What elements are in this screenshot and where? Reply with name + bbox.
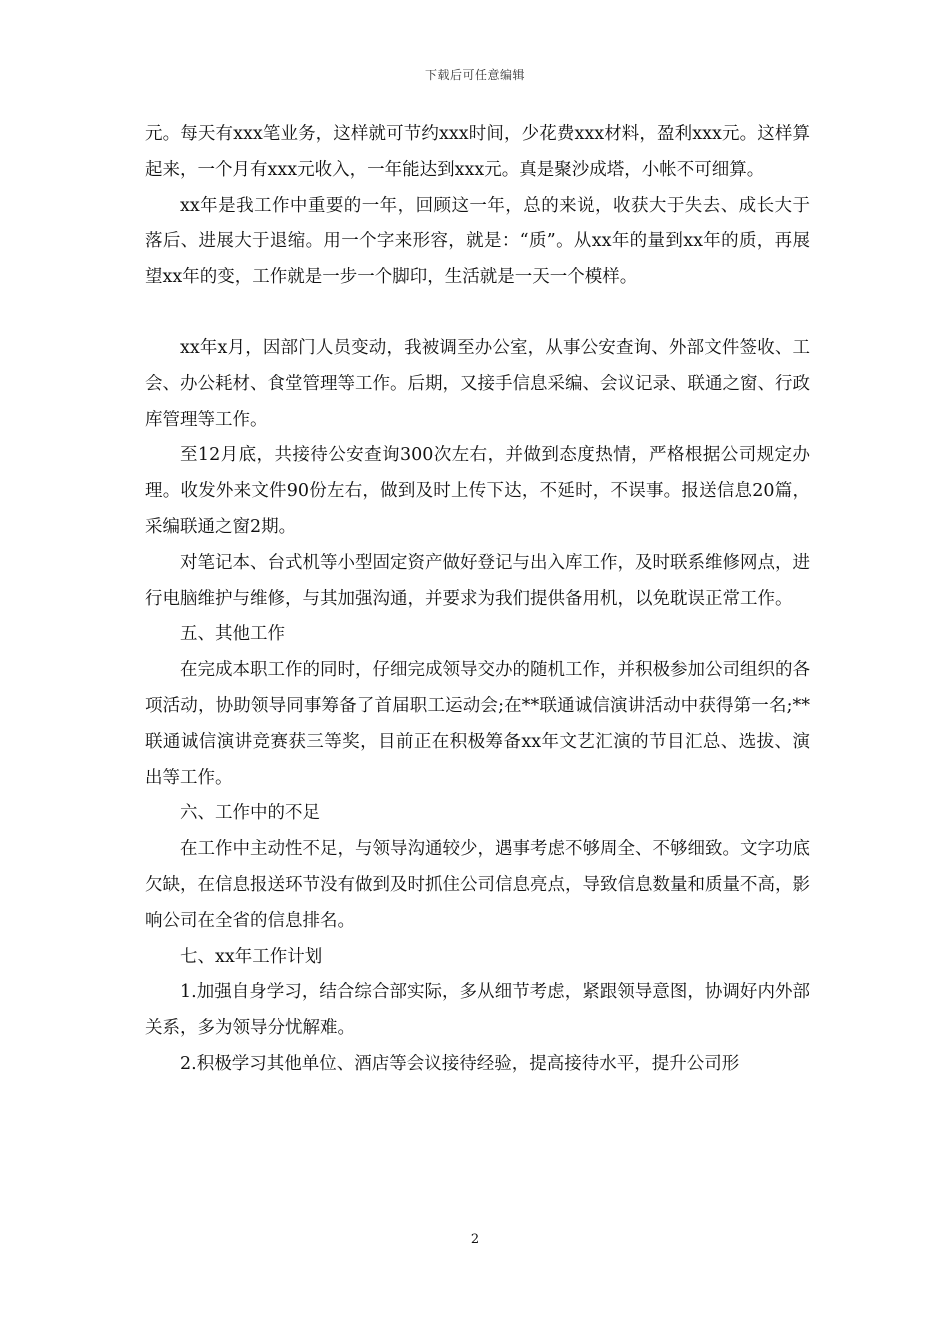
paragraph-plan-item-1: 1.加强自身学习，结合综合部实际，多从细节考虑，紧跟领导意图，协调好内外部关系，多为领导分忧解难。: [145, 982, 810, 1039]
section-heading-work-plan: 七、xx年工作计划: [180, 946, 323, 967]
paragraph-transfer: xx年x月，因部门人员变动，我被调至办公室，从事公安查询、外部文件签收、工会、办公耗材、食堂管理等工作。后期，又接手信息采编、会议记录、联通之窗、行政库管理等工作。: [145, 337, 810, 430]
paragraph-assets: 对笔记本、台式机等小型固定资产做好登记与出入库工作，及时联系维修网点，进行电脑维护与维修，与其加强沟通，并要求为我们提供备用机，以免耽误正常工作。: [145, 552, 810, 609]
page-header: 下载后可任意编辑: [424, 68, 525, 82]
paragraph-plan-item-2: 2.积极学习其他单位、酒店等会议接待经验，提高接待水平，提升公司形: [180, 1053, 740, 1074]
page-number: 2: [470, 1232, 480, 1247]
document-body: [145, 117, 810, 1083]
paragraph-gap: [145, 296, 810, 331]
paragraph-other-work: 在完成本职工作的同时，仔细完成领导交办的随机工作，并积极参加公司组织的各项活动，协助领导同事筹备了首届职工运动会;在**联通诚信演讲活动中获得第一名;**联通诚信演讲竞赛获三等奖，目前正在积极筹备xx年文艺汇演的节目汇总、选拔、演出等工作。: [145, 660, 810, 788]
paragraph-statistics: 至12月底，共接待公安查询300次左右，并做到态度热情，严格根据公司规定办理。收发外来文件90份左右，做到及时上传下达，不延时，不误事。报送信息20篇，采编联通之窗2期。: [145, 445, 810, 537]
section-heading-shortcomings: 六、工作中的不足: [180, 803, 320, 824]
paragraph-continuation: 元。每天有xxx笔业务，这样就可节约xxx时间，少花费xxx材料，盈利xxx元。这样算起来，一个月有xxx元收入，一年能达到xxx元。真是聚沙成塔，小帐不可细算。: [145, 124, 810, 180]
paragraph-year-review: xx年是我工作中重要的一年，回顾这一年，总的来说，收获大于失去、成长大于落后、进展大于退缩。用一个字来形容，就是：“质”。从xx年的量到xx年的质，再展望xx年的变，工作就是一步一个脚印，生活就是一天一个模样。: [145, 195, 810, 288]
paragraph-shortcomings: 在工作中主动性不足，与领导沟通较少，遇事考虑不够周全、不够细致。文字功底欠缺，在信息报送环节没有做到及时抓住公司信息亮点，导致信息数量和质量不高，影响公司在全省的信息排名。: [145, 839, 810, 931]
section-heading-other-work: 五、其他工作: [180, 624, 285, 645]
